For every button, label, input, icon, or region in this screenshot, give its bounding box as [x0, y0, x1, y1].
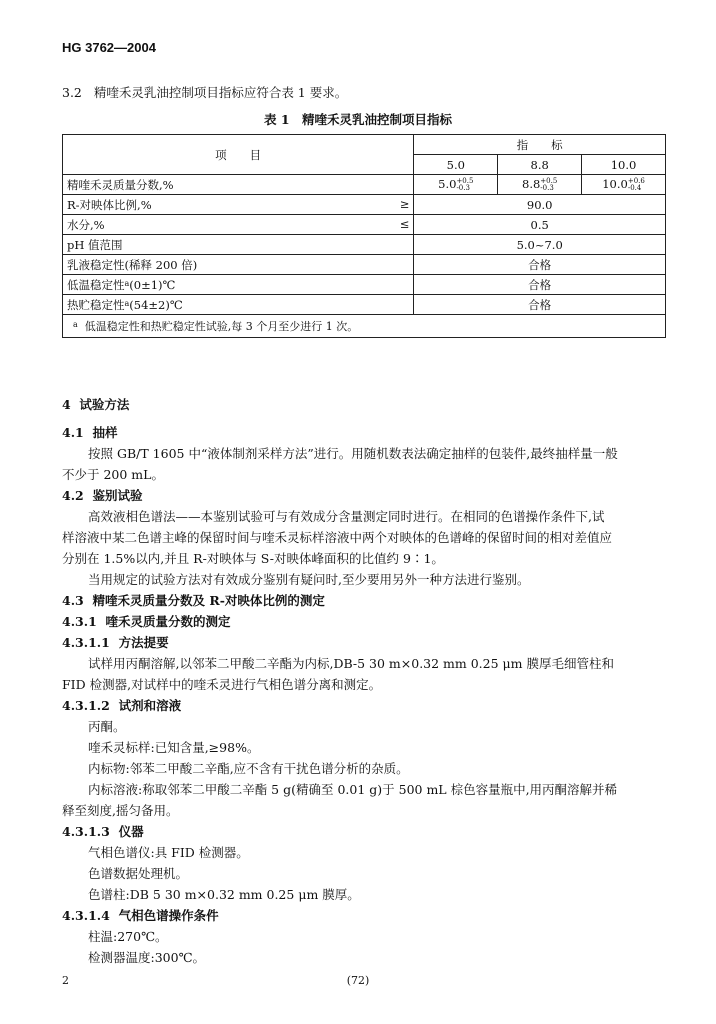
row-value: 5.0~7.0: [414, 235, 666, 255]
row-label: pH 值范围: [63, 235, 414, 255]
paragraph-line: 检测器温度:300℃。: [88, 950, 206, 965]
paragraph-line: 气相色谱仪:具 FID 检测器。: [88, 845, 249, 860]
paragraph-line: 分别在 1.5%以内,并且 R-对映体与 S-对映体峰面积的比值约 9∶1。: [62, 551, 444, 566]
table-header-row: [63, 135, 666, 155]
paragraph-line: 当用规定的试验方法对有效成分鉴别有疑问时,至少要用另外一种方法进行鉴别。: [88, 572, 530, 587]
paragraph-line: 喹禾灵标样:已知含量,≥98%。: [88, 740, 260, 755]
table-row: [63, 275, 666, 295]
row-label: 精喹禾灵质量分数,%: [63, 175, 414, 195]
paragraph-line: 内标溶液:称取邻苯二甲酸二辛酯 5 g(精确至 0.01 g)于 500 mL 棕色容量瓶中,用丙酮溶解并稀: [88, 782, 618, 797]
row-label: R-对映体比例,% ≥: [63, 195, 414, 215]
operator: ≥: [399, 196, 410, 211]
section-4-3-1-4-heading: 4.3.1.4 气相色谱操作条件: [62, 908, 219, 923]
header-item: 项 目: [63, 135, 414, 175]
paragraph-line: FID 检测器,对试样中的喹禾灵进行气相色谱分离和测定。: [62, 677, 382, 692]
table-row: [63, 175, 666, 195]
spec-table: [62, 134, 666, 338]
section-4-3-heading: 4.3 精喹禾灵质量分数及 R-对映体比例的测定: [62, 593, 325, 608]
paragraph-line: 高效液相色谱法——本鉴别试验可与有效成分含量测定同时进行。在相同的色谱操作条件下,试: [88, 509, 605, 524]
table-row: [63, 295, 666, 315]
paragraph-line: 色谱柱:DB 5 30 m×0.32 mm 0.25 μm 膜厚。: [88, 887, 360, 902]
row-value: 90.0: [414, 195, 666, 215]
row-value: 合格: [414, 255, 666, 275]
row-value: 合格: [414, 295, 666, 315]
paragraph-line: 释至刻度,摇匀备用。: [62, 803, 179, 818]
table-row: [63, 235, 666, 255]
paragraph-line: 柱温:270℃。: [88, 929, 168, 944]
paragraph-line: 按照 GB/T 1605 中“液体制剂采样方法”进行。用随机数表法确定抽样的包装件,最终抽样量一般: [88, 446, 618, 461]
paragraph-line: 色谱数据处理机。: [88, 866, 189, 881]
section-4-3-1-3-heading: 4.3.1.3 仪器: [62, 824, 144, 839]
header-col: 10.0: [582, 155, 666, 175]
row-label: 低温稳定性$^a$(0±1)℃: [63, 275, 414, 295]
header-col: 8.8: [498, 155, 582, 175]
standard-number: HG 3762—2004: [62, 40, 156, 55]
paragraph-line: 内标物:邻苯二甲酸二辛酯,应不含有干扰色谱分析的杂质。: [88, 761, 409, 776]
header-col: 5.0: [414, 155, 498, 175]
table-footnote: $^a$ 低温稳定性和热贮稳定性试验,每 3 个月至少进行 1 次。: [63, 315, 666, 338]
paragraph-line: 试样用丙酮溶解,以邻苯二甲酸二辛酯为内标,DB-5 30 m×0.32 mm 0.25 μm 膜厚毛细管柱和: [88, 656, 614, 671]
table-caption: 表 1 精喹禾灵乳油控制项目指标: [263, 112, 453, 127]
table-row: [63, 195, 666, 215]
row-value: 5.0+0.5 -0.3: [414, 175, 498, 195]
section-4-3-1-2-heading: 4.3.1.2 试剂和溶液: [62, 698, 182, 713]
footer-center-mark: (72): [346, 974, 370, 987]
clause-3-2: [62, 84, 347, 101]
clause-text: 精喹禾灵乳油控制项目指标应符合表 1 要求。: [93, 85, 348, 100]
section-4-2-heading: 4.2 鉴别试验: [62, 488, 143, 503]
section-4-3-1-heading: 4.3.1 喹禾灵质量分数的测定: [62, 614, 231, 629]
row-value: 8.8+0.5 -0.3: [498, 175, 582, 195]
operator: ≤: [399, 216, 410, 231]
page-number: 2: [62, 974, 69, 987]
section-4-heading: 4 试验方法: [62, 397, 130, 412]
row-value: 合格: [414, 275, 666, 295]
clause-number: 3.2: [62, 85, 82, 100]
row-label: 乳液稳定性(稀释 200 倍): [63, 255, 414, 275]
table-note-row: [63, 315, 666, 338]
section-4-1-heading: 4.1 抽样: [62, 425, 118, 440]
section-4-3-1-1-heading: 4.3.1.1 方法提要: [62, 635, 169, 650]
row-label: 热贮稳定性$^a$(54±2)℃: [63, 295, 414, 315]
table-row: [63, 255, 666, 275]
paragraph-line: 样溶液中某二色谱主峰的保留时间与喹禾灵标样溶液中两个对映体的色谱峰的保留时间的相对差值应: [62, 530, 613, 545]
row-value: 0.5: [414, 215, 666, 235]
header-index: 指 标: [414, 135, 666, 155]
row-label: 水分,% ≤: [63, 215, 414, 235]
paragraph-line: 不少于 200 mL。: [62, 467, 164, 482]
row-value: 10.0+0.6 -0.4: [582, 175, 666, 195]
table-row: [63, 215, 666, 235]
paragraph-line: 丙酮。: [88, 719, 126, 734]
